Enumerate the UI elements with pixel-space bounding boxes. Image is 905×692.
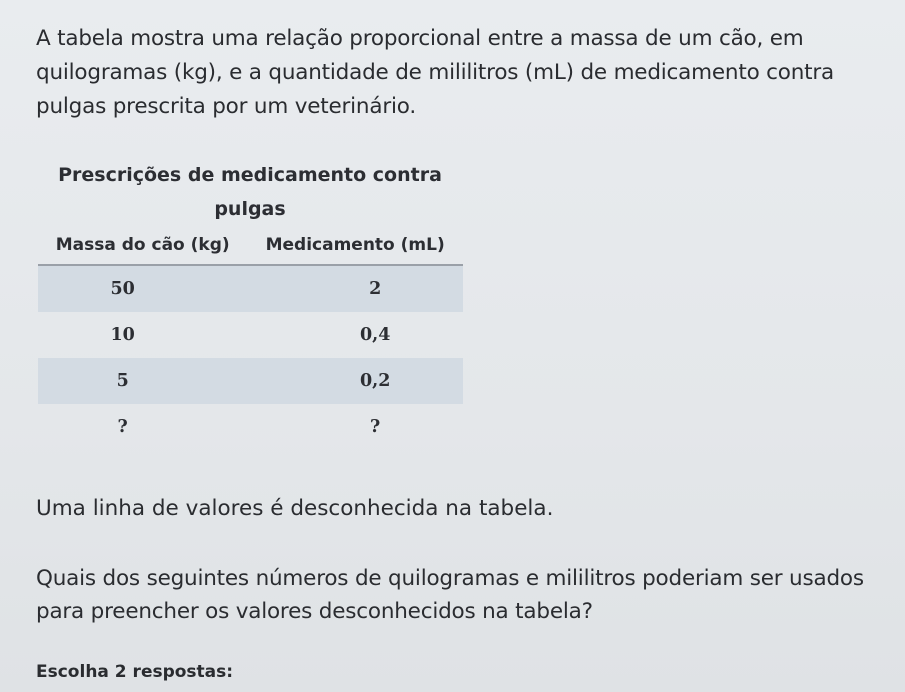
cell-medication: 0,2 — [247, 358, 463, 404]
cell-mass-unknown: ? — [117, 417, 128, 437]
cell-mass: 10 — [110, 325, 135, 345]
table-row — [38, 265, 463, 312]
header-medication: Medicamento (mL) — [247, 226, 463, 265]
table-header-row — [38, 226, 463, 265]
header-dog-mass: Massa do cão (kg) — [38, 226, 247, 265]
table-row-unknown — [38, 404, 463, 450]
cell-medication-unknown: ? — [370, 417, 381, 437]
table-row — [38, 358, 463, 404]
answer-instruction: Escolha 2 respostas: — [36, 662, 234, 682]
prescription-table — [38, 226, 463, 450]
cell-medication: 0,4 — [359, 325, 391, 345]
cell-medication: 2 — [247, 265, 463, 312]
cell-mass: 50 — [38, 265, 247, 312]
cell-mass: 5 — [38, 358, 247, 404]
question-prompt: Quais dos seguintes números de quilogramas e mililitros poderiam ser usados para preencher os valores desconhecidos na tabela? — [36, 566, 864, 624]
table-title: Prescrições de medicamento contra pulgas — [58, 164, 442, 220]
unknown-row-note: Uma linha de valores é desconhecida na tabela. — [36, 496, 554, 521]
problem-intro: A tabela mostra uma relação proporcional entre a massa de um cão, em quilogramas (kg), e a quantidade de mililitros (mL) de medicamento contra pulgas prescrita por um veterinário. — [36, 26, 835, 119]
table-row — [38, 312, 463, 358]
